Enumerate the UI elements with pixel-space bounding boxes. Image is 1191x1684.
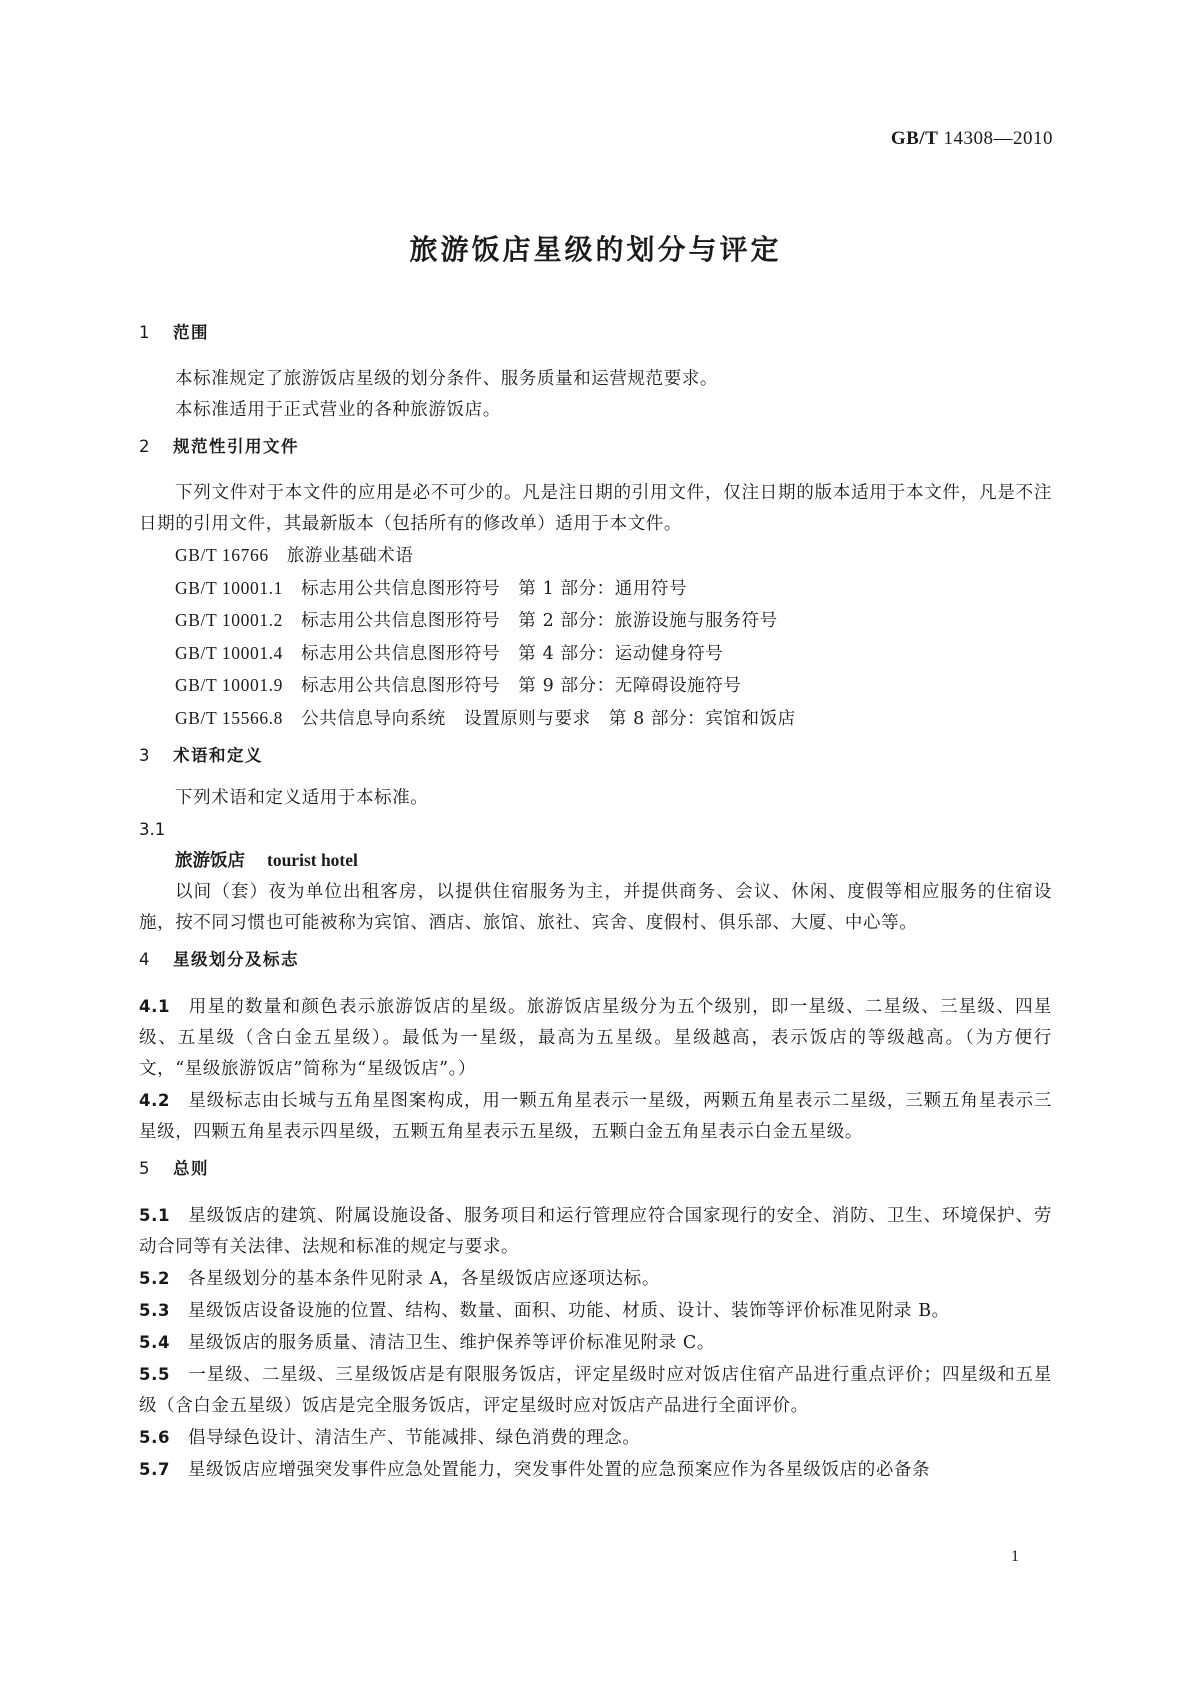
- reference-item: GB/T 10001.2 标志用公共信息图形符号 第 2 部分：旅游设施与服务符号: [175, 610, 778, 631]
- clause: 5.5 一星级、二星级、三星级饭店是有限服务饭店，评定星级时应对饭店住宿产品进行重点评价；四星级和五星级（含白金五星级）饭店是完全服务饭店，评定星级时应对饭店产品进行全面评价。: [139, 1365, 1052, 1416]
- paragraph: 本标准适用于正式营业的各种旅游饭店。: [175, 400, 501, 420]
- section-heading: 2 规范性引用文件: [139, 437, 299, 456]
- reference-item: GB/T 15566.8 公共信息导向系统 设置原则与要求 第 8 部分：宾馆和饭店: [175, 707, 796, 729]
- clause: 4.2 星级标志由长城与五角星图案构成，用一颗五角星表示一星级，两颗五角星表示二星级，三颗五角星表示三星级，四颗五角星表示四星级，五颗五角星表示五星级，五颗白金五角星表示白金五星级。: [139, 1091, 1052, 1142]
- paragraph: 本标准规定了旅游饭店星级的划分条件、服务质量和运营规范要求。: [175, 369, 718, 389]
- standard-code: GB/T 14308—2010: [890, 128, 1053, 149]
- page-number: 1: [1011, 1548, 1019, 1565]
- reference-item: GB/T 10001.9 标志用公共信息图形符号 第 9 部分：无障碍设施符号: [175, 675, 742, 696]
- reference-item: GB/T 10001.4 标志用公共信息图形符号 第 4 部分：运动健身符号: [175, 642, 724, 664]
- document-body: [139, 322, 1052, 1486]
- clause: 5.6 倡导绿色设计、清洁生产、节能减排、绿色消费的理念。: [139, 1428, 641, 1448]
- section-heading: 5 总则: [139, 1159, 209, 1178]
- clause: 5.7 星级饭店应增强突发事件应急处置能力，突发事件处置的应急预案应作为各星级饭店的必备条: [139, 1460, 931, 1480]
- clause: 4.1 用星的数量和颜色表示旅游饭店的星级。旅游饭店星级分为五个级别，即一星级、二星级、三星级、四星级、五星级（含白金五星级）。最低为一星级，最高为五星级。星级越高，表示饭店的等级越高。（为方便行文，“星级旅游饭店”简称为“星级饭店”。）: [139, 997, 1052, 1079]
- clause: 5.2 各星级划分的基本条件见附录 A，各星级饭店应逐项达标。: [139, 1269, 660, 1289]
- clause: 5.3 星级饭店设备设施的位置、结构、数量、面积、功能、材质、设计、装饰等评价标准见附录 B。: [139, 1301, 950, 1321]
- term-entry: 旅游饭店 tourist hotel: [175, 850, 358, 871]
- subclause-number: 3.1: [139, 820, 166, 839]
- clause: 5.1 星级饭店的建筑、附属设施设备、服务项目和运行管理应符合国家现行的安全、消防、卫生、环境保护、劳动合同等有关法律、法规和标准的规定与要求。: [139, 1206, 1052, 1257]
- clause: 5.4 星级饭店的服务质量、清洁卫生、维护保养等评价标准见附录 C。: [139, 1333, 715, 1353]
- paragraph: 下列术语和定义适用于本标准。: [175, 788, 429, 808]
- document-title: 旅游饭店星级的划分与评定: [409, 233, 782, 266]
- section-heading: 3 术语和定义: [139, 746, 263, 765]
- reference-item: GB/T 10001.1 标志用公共信息图形符号 第 1 部分：通用符号: [175, 577, 688, 599]
- section-heading: 4 星级划分及标志: [139, 950, 299, 969]
- reference-item: GB/T 16766 旅游业基础术语: [175, 545, 414, 566]
- section-heading: 1 范围: [139, 323, 209, 342]
- term-definition: 以间（套）夜为单位出租客房，以提供住宿服务为主，并提供商务、会议、休闲、度假等相应服务的住宿设施，按不同习惯也可能被称为宾馆、酒店、旅馆、旅社、宾舍、度假村、俱乐部、大厦、中心等。: [139, 882, 1052, 933]
- paragraph: 下列文件对于本文件的应用是必不可少的。凡是注日期的引用文件，仅注日期的版本适用于本文件，凡是不注日期的引用文件，其最新版本（包括所有的修改单）适用于本文件。: [139, 483, 1052, 534]
